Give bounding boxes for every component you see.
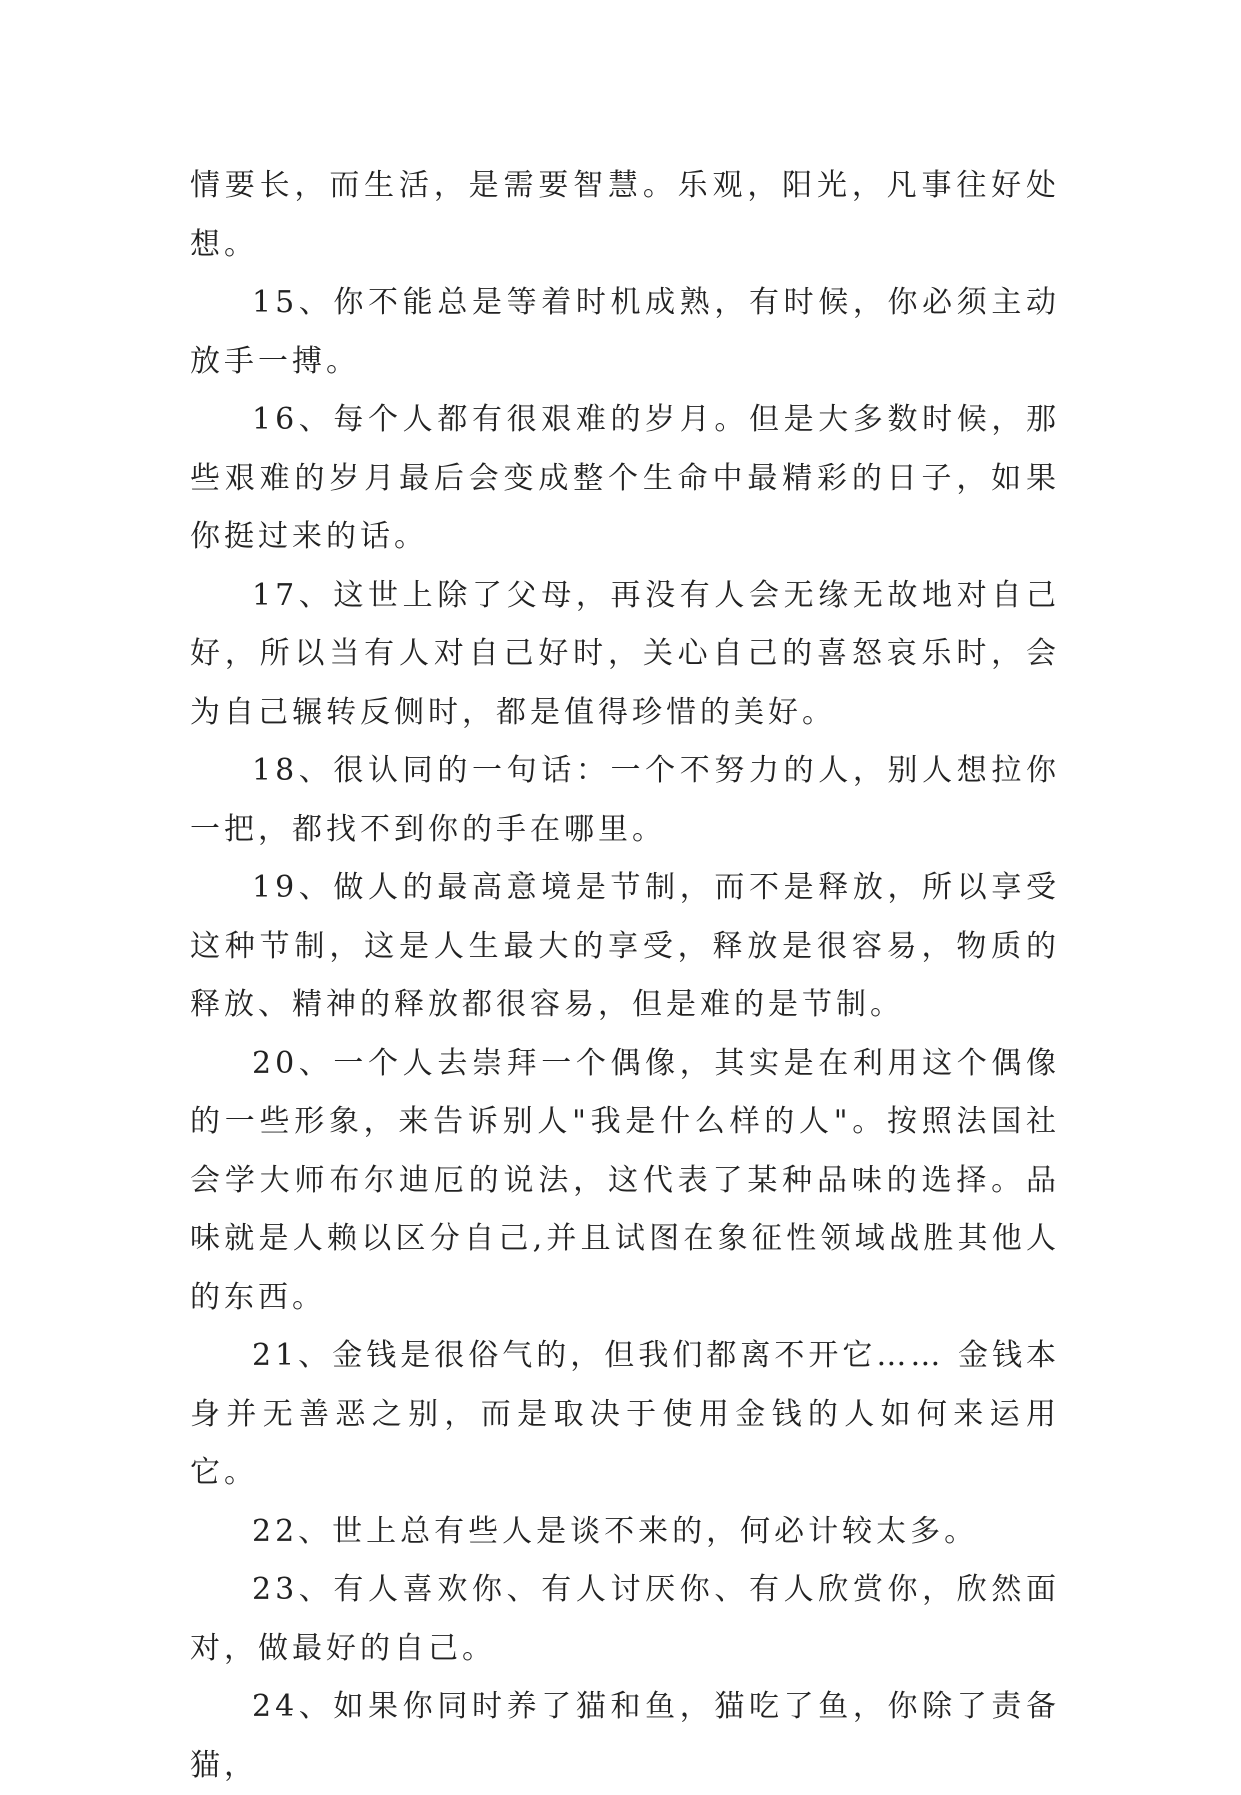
- paragraph-16: 16、每个人都有很艰难的岁月。但是大多数时候，那些艰难的岁月最后会变成整个生命中最精彩的日子，如果你挺过来的话。: [190, 402, 1060, 554]
- paragraph-22: 22、世上总有些人是谈不来的，何必计较太多。: [252, 1513, 979, 1549]
- paragraph-20: 20、一个人去崇拜一个偶像，其实是在利用这个偶像的一些形象，来告诉别人"我是什么样的人"。按照法国社会学大师布尔迪厄的说法，这代表了某种品味的选择。品味就是人赖以区分自己,并且试图在象征性领域战胜其他人的东西。: [190, 1045, 1060, 1315]
- paragraph-24: 24、如果你同时养了猫和鱼，猫吃了鱼，你除了责备猫，: [190, 1689, 1060, 1783]
- paragraph-15: 15、你不能总是等着时机成熟，有时候，你必须主动放手一搏。: [190, 285, 1060, 379]
- paragraph-23: 23、有人喜欢你、有人讨厌你、有人欣赏你，欣然面对，做最好的自己。: [190, 1572, 1060, 1666]
- paragraph-continued: 情要长，而生活，是需要智慧。乐观，阳光，凡事往好处想。: [190, 168, 1060, 262]
- body-text: [190, 157, 1060, 1795]
- paragraph-17: 17、这世上除了父母，再没有人会无缘无故地对自己好，所以当有人对自己好时，关心自己的喜怒哀乐时，会为自己辗转反侧时，都是值得珍惜的美好。: [190, 577, 1060, 730]
- paragraph-19: 19、做人的最高意境是节制，而不是释放，所以享受这种节制，这是人生最大的享受，释放是很容易，物质的释放、精神的释放都很容易，但是难的是节制。: [190, 870, 1060, 1022]
- paragraph-21: 21、金钱是很俗气的，但我们都离不开它…… 金钱本身并无善恶之别，而是取决于使用金钱的人如何来运用它。: [190, 1338, 1060, 1490]
- paragraph-18: 18、很认同的一句话：一个不努力的人，别人想拉你一把，都找不到你的手在哪里。: [190, 753, 1060, 847]
